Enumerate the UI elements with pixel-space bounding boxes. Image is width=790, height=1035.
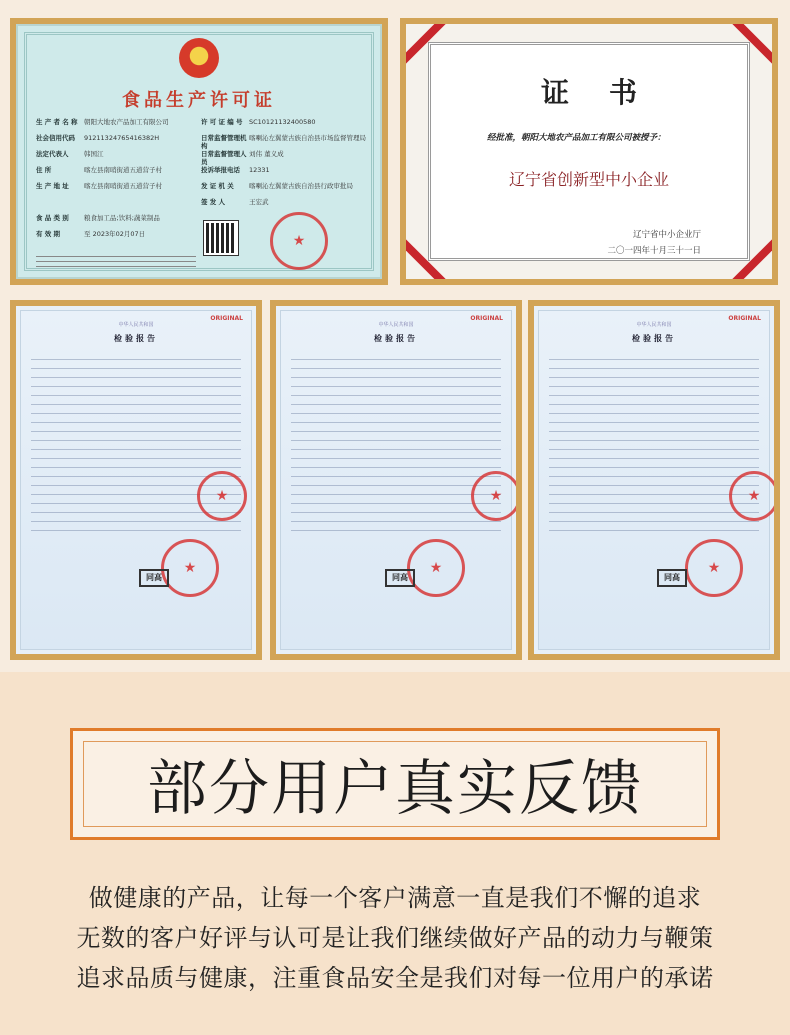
license-field <box>36 134 201 150</box>
inspection-report-3 <box>534 306 774 654</box>
report-stamp: 同高 <box>657 569 687 587</box>
honor-frame <box>400 18 778 285</box>
license-field-value: 喀左县南哨街道五道营子村 <box>84 182 162 190</box>
section-heading: 部分用户真实反馈 <box>83 741 707 827</box>
report-header: 中华人民共和国 <box>636 322 672 328</box>
license-row <box>36 118 366 134</box>
report-sheet <box>280 310 512 650</box>
license-field-label: 投诉举报电话 <box>201 166 240 174</box>
license-field <box>36 166 201 182</box>
license-field-value: 喀喇沁左翼蒙古族自治县市场监督管理局 <box>249 134 366 142</box>
certificate-statement: 经批准，朝阳大地农产品加工有限公司被授予： <box>487 133 666 143</box>
report-header: 中华人民共和国 <box>378 322 414 328</box>
lab-seal-icon <box>197 471 247 521</box>
license-field-value: 朝阳大地农产品加工有限公司 <box>84 118 169 126</box>
license-field <box>36 214 201 230</box>
license-field-value: 91211324765416382H <box>84 134 160 142</box>
license-field-label: 发 证 机 关 <box>201 182 234 190</box>
feedback-line-2: 无数的客户好评与认可是让我们继续做好产品的动力与鞭策 <box>76 924 714 952</box>
national-emblem-icon <box>179 38 219 78</box>
lab-seal-icon <box>729 471 774 521</box>
license-frame <box>10 18 388 285</box>
license-field <box>201 182 366 198</box>
license-field <box>36 182 201 198</box>
official-seal-icon <box>407 539 465 597</box>
license-field-label: 生 产 者 名 称 <box>36 118 78 126</box>
license-field-label <box>36 198 84 214</box>
license-field-value: 王宏武 <box>249 198 269 206</box>
report-stamp: 同高 <box>139 569 169 587</box>
report-body <box>549 355 759 535</box>
license-row <box>36 182 366 198</box>
report-stamp: 同高 <box>385 569 415 587</box>
license-field-value: SC10121132400580 <box>249 118 316 126</box>
license-field-value: 喀喇沁左翼蒙古族自治县行政审批局 <box>249 182 353 190</box>
lab-seal-icon <box>471 471 516 521</box>
license-field-label: 有 效 期 <box>36 230 61 238</box>
license-field <box>36 150 201 166</box>
original-mark: ORIGINAL <box>470 315 503 322</box>
report-title: 检验报告 <box>632 334 676 343</box>
license-field-label: 许 可 证 编 号 <box>201 118 243 126</box>
official-seal-icon <box>270 212 328 270</box>
license-field-value: 韩国江 <box>84 150 104 158</box>
license-field-value: 刘伟 董义成 <box>249 150 284 158</box>
license-field-label: 食 品 类 别 <box>36 214 69 222</box>
license-field <box>201 134 366 150</box>
license-field-label: 签 发 人 <box>201 198 226 206</box>
report-frame-2 <box>270 300 522 660</box>
license-field-label: 日常监督管理人员 <box>201 150 247 166</box>
license-field-value: 至 2023年02月07日 <box>84 230 146 238</box>
license-row <box>36 198 366 214</box>
report-title: 检验报告 <box>114 334 158 343</box>
report-frame-1 <box>10 300 262 660</box>
report-frame-3 <box>528 300 780 660</box>
certificate-issuer <box>607 227 701 259</box>
license-field <box>201 150 366 166</box>
official-seal-icon <box>161 539 219 597</box>
award-name: 辽宁省创新型中小企业 <box>508 170 669 189</box>
report-sheet <box>20 310 252 650</box>
issuer-name: 辽宁省中小企业厅 <box>632 230 701 240</box>
original-mark: ORIGINAL <box>210 315 243 322</box>
report-header: 中华人民共和国 <box>118 322 154 328</box>
certificate-title: 证书 <box>540 76 677 109</box>
license-field-label: 住 所 <box>36 166 52 174</box>
license-field-label: 法定代表人 <box>36 150 69 158</box>
license-title: 食品生产许可证 <box>122 90 276 111</box>
license-field <box>201 166 366 182</box>
original-mark: ORIGINAL <box>728 315 761 322</box>
license-row <box>36 134 366 150</box>
report-sheet <box>538 310 770 650</box>
license-field <box>36 230 201 246</box>
honor-certificate <box>406 24 772 279</box>
issue-date: 二〇一四年十月三十一日 <box>607 246 701 256</box>
license-field-value: 粮食加工品;饮料;蔬菜制品 <box>84 214 160 222</box>
report-title: 检验报告 <box>374 334 418 343</box>
license-field-value: 12331 <box>249 166 270 174</box>
license-row <box>36 166 366 182</box>
license-footnote <box>36 255 196 267</box>
license-field <box>36 118 201 134</box>
inspection-report-2 <box>276 306 516 654</box>
official-seal-icon <box>685 539 743 597</box>
license-field <box>36 198 201 214</box>
license-field-label: 日常监督管理机构 <box>201 134 247 150</box>
food-production-license <box>16 24 382 279</box>
certificate-card <box>428 42 750 261</box>
qr-code-icon <box>204 221 238 255</box>
feedback-line-3: 追求品质与健康，注重食品安全是我们对每一位用户的承诺 <box>76 964 714 992</box>
license-field <box>201 198 366 214</box>
license-field-value <box>84 198 201 214</box>
license-field <box>201 118 366 134</box>
report-body <box>291 355 501 535</box>
section-heading-box <box>70 728 720 840</box>
license-row <box>36 150 366 166</box>
license-field-value: 喀左县南哨街道五道营子村 <box>84 166 162 174</box>
license-field-label: 生 产 地 址 <box>36 182 69 190</box>
feedback-line-1: 做健康的产品，让每一个客户满意一直是我们不懈的追求 <box>88 884 702 912</box>
inspection-report-1 <box>16 306 256 654</box>
license-field-label: 社会信用代码 <box>36 134 75 142</box>
